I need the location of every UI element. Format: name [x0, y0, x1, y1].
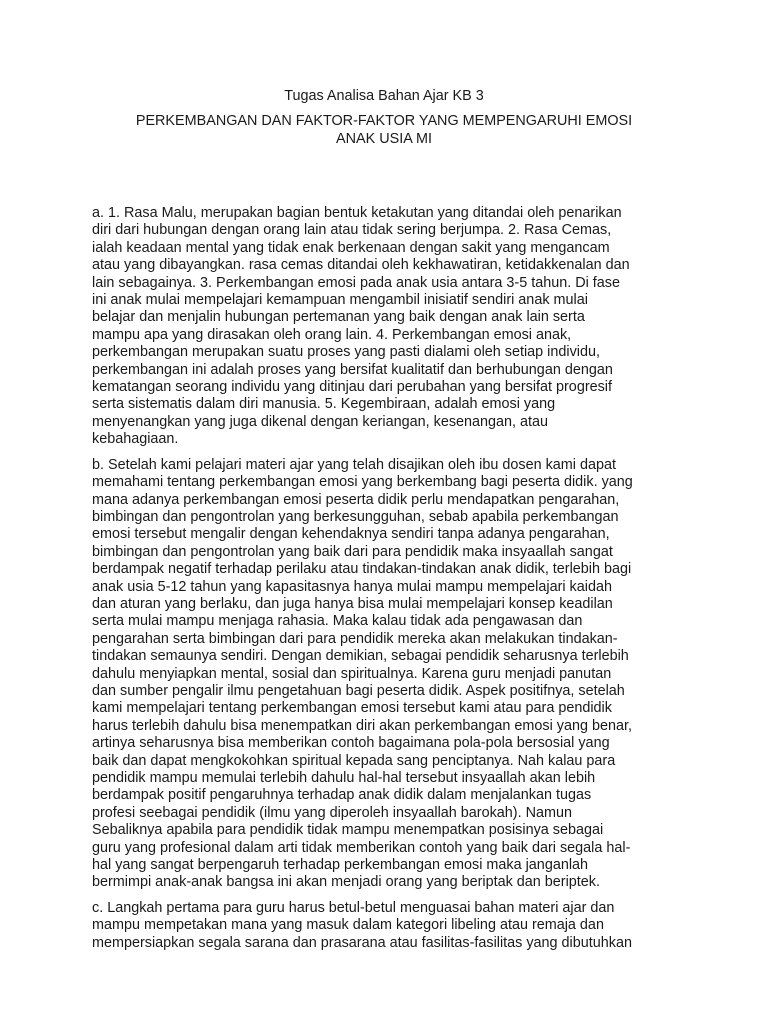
document-heading: [100, 112, 668, 148]
heading-text: PERKEMBANGAN DAN FAKTOR-FAKTOR YANG MEMPENGARUHI EMOSI ANAK USIA MI: [135, 113, 633, 147]
document-title: Tugas Analisa Bahan Ajar KB 3: [284, 88, 484, 104]
document-body: [92, 205, 684, 960]
paragraph-c: c. Langkah pertama para guru harus betul-betul menguasai bahan materi ajar dan mampu mempetakan mana yang masuk dalam kategori libeling atau remaja dan mempersiapkan segala sarana dan prasarana atau fasilitas-fasilitas yang dibutuhkan: [92, 899, 632, 951]
paragraph-a: a. 1. Rasa Malu, merupakan bagian bentuk ketakutan yang ditandai oleh penarikan diri dari hubungan dengan orang lain atau tidak sering berjumpa. 2. Rasa Cemas, ialah keadaan mental yang tidak enak berkenaan dengan sakit yang mengancam atau yang dibayangkan. rasa cemas ditandai oleh kekhawatiran, ketidakkenalan dan lain sebagainya. 3. Perkembangan emosi pada anak usia antara 3-5 tahun. Di fase ini anak mulai mempelajari kemampuan mengambil inisiatif sendiri anak mulai belajar dan menjalin hubungan pertemanan yang baik dengan anak lain serta mampu apa yang dirasakan oleh orang lain. 4. Perkembangan emosi anak, perkembangan merupakan suatu proses yang pasti dialami oleh setiap individu, perkembangan ini adalah proses yang bersifat kualitatif dan berhubungan dengan kematangan seorang individu yang ditinjau dari perubahan yang bersifat progresif serta sistematis dalam diri manusia. 5. Kegembiraan, adalah emosi yang menyenangkan yang juga dikenal dengan keriangan, kesenangan, atau kebahagiaan.: [92, 205, 630, 448]
paragraph-b: b. Setelah kami pelajari materi ajar yang telah disajikan oleh ibu dosen kami dapat memahami tentang perkembangan emosi yang berkembang bagi peserta didik. yang mana adanya perkembangan emosi peserta didik perlu mendapatkan pengarahan, bimbingan dan pengontrolan yang berkesungguhan, sebab apabila perkembangan emosi tersebut mengalir dengan kehendaknya sendiri tanpa adanya pengarahan, bimbingan dan pengontrolan yang baik dari para pendidik maka insyaallah sangat berdampak negatif terhadap perilaku atau tindakan-tindakan anak didik, terlebih bagi anak usia 5-12 tahun yang kapasitasnya hanya mulai mampu mempelajari kaidah dan aturan yang berlaku, dan juga hanya bisa mulai mempelajari konsep keadilan serta mulai mampu menjaga rahasia. Maka kalau tidak ada pengawasan dan pengarahan serta bimbingan dari para pendidik mereka akan melakukan tindakan- tindakan semaunya sendiri. Dengan demikian, sebagai pendidik seharusnya terlebih dahulu menyiapkan mental, sosial dan spiritualnya. Karena guru menjadi panutan dan sumber pengalir ilmu pengetahuan bagi peserta didik. Aspek positifnya, setelah kami mempelajari tentang perkembangan emosi tersebut kami atau para pendidik harus terlebih dahulu bisa menempatkan diri akan perkembangan emosi yang benar, artinya seharusnya bisa memberikan contoh bagaimana pola-pola bersosial yang baik dan dapat mengkokohkan spiritual kepada sang penciptanya. Nah kalau para pendidik mampu memulai terlebih dahulu hal-hal tersebut insyaallah akan lebih berdampak positif pengaruhnya terhadap anak didik dalam menjalankan tugas profesi seebagai pendidik (ilmu yang diperoleh insyaallah barokah). Namun Sebaliknya apabila para pendidik tidak mampu menempatkan posisinya sebagai guru yang profesional dalam arti tidak memberikan contoh yang baik dari segala hal- hal yang sangat berpengaruh terhadap perkembangan emosi maka janganlah bermimpi anak-anak bangsa ini akan menjadi orang yang beriptak dan beriptek.: [92, 456, 633, 891]
